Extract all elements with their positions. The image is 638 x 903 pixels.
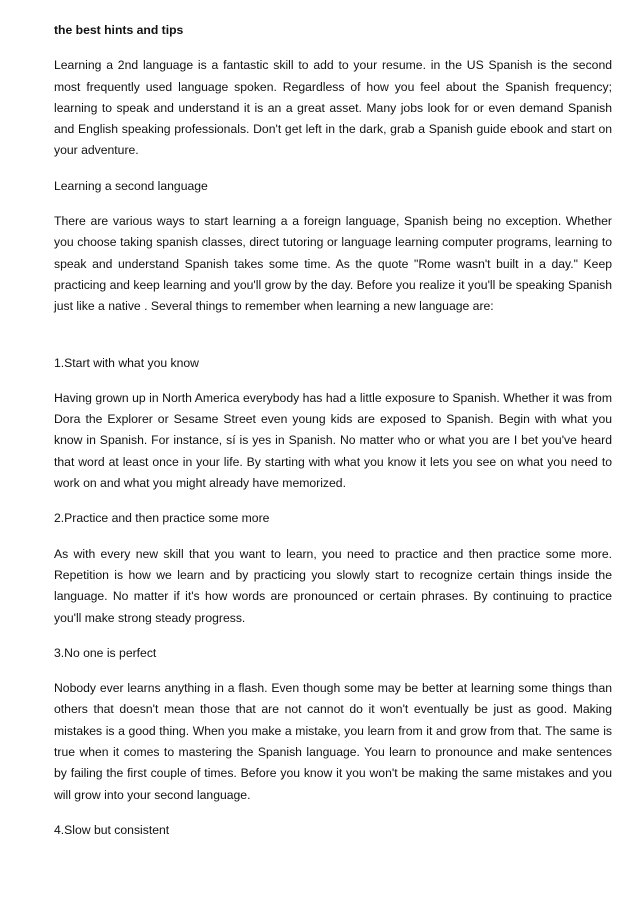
document-title: the best hints and tips <box>54 23 184 37</box>
section-paragraph: There are various ways to start learning a a foreign language, Spanish being no exception. Whether you choose taking spanish classes, direct tutoring or language learning computer programs, learning to speak and understand Spanish takes some time. As the quote "Rome wasn't built in a day." Keep practicing and keep learning and you'll grow by the day. Before you realize it you'll be speaking Spanish just like a native . Several things to remember when learning a new language are: <box>54 214 612 314</box>
tip-1-paragraph: Having grown up in North America everybody has had a little exposure to Spanish. Whether it was from Dora the Explorer or Sesame Street even young kids are exposed to Spanish. Begin with what you know in Spanish. For instance, sí is yes in Spanish. No matter who or what you are I bet you've heard that word at least once in your life. By starting with what you know it lets you see on what you need to work on and what you might already have memorized. <box>54 390 612 491</box>
document-page <box>54 20 612 855</box>
tip-3-paragraph: Nobody ever learns anything in a flash. Even though some may be better at learning some things than others that doesn't mean those that are not cannot do it won't eventually be just as good. Making mistakes is a good thing. When you make a mistake, you learn from it and grow from that. The same is true when it comes to mastering the Spanish language. You learn to pronounce and make sentences by failing the first couple of times. Before you know it you won't be making the same mistakes and you will grow into your second language. <box>54 681 612 802</box>
tip-1-heading: 1.Start with what you know <box>54 355 199 370</box>
tip-4-heading: 4.Slow but consistent <box>54 822 170 837</box>
tip-2-heading: 2.Practice and then practice some more <box>54 511 270 526</box>
intro-paragraph: Learning a 2nd language is a fantastic skill to add to your resume. in the US Spanish is the second most frequently used language spoken. Regardless of how you feel about the Spanish frequency; learning to speak and understand it is an a great asset. Many jobs look for or even demand Spanish and English speaking professionals. Don't get left in the dark, grab a Spanish guide ebook and start on your adventure. <box>54 58 612 158</box>
section-heading: Learning a second language <box>54 178 208 193</box>
tip-2-paragraph: As with every new skill that you want to learn, you need to practice and then practice some more. Repetition is how we learn and by practicing you slowly start to recognize certain things inside the language. No matter if it's how words are pronounced or certain phrases. By continuing to practice you'll make strong steady progress. <box>54 546 612 625</box>
tip-3-heading: 3.No one is perfect <box>54 645 157 660</box>
